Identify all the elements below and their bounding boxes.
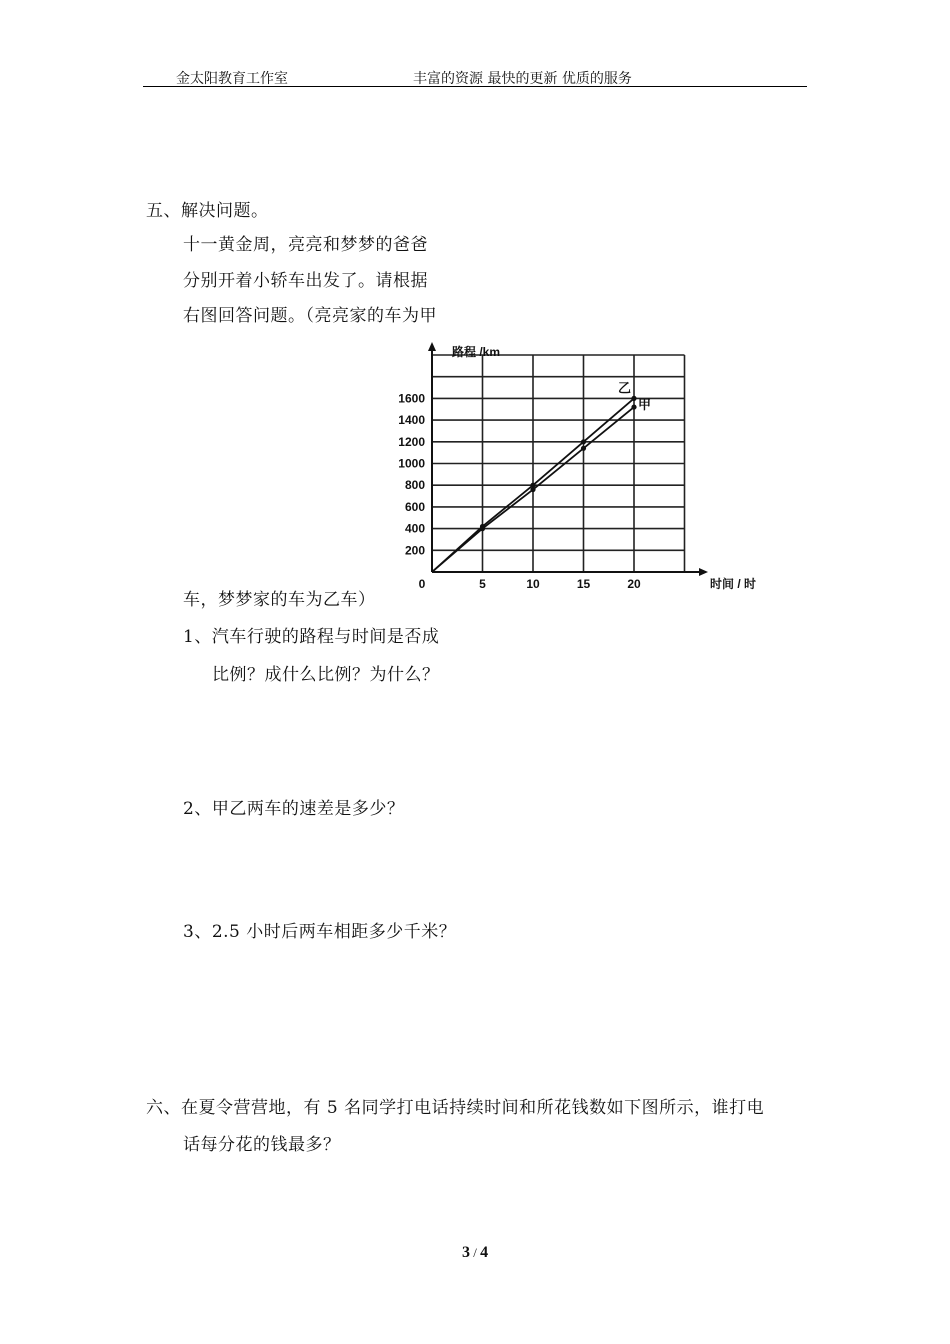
x-tick-label: 15 [576,577,591,591]
y-tick-label: 1200 [398,434,425,449]
series-label: 甲 [638,397,652,413]
section5-heading: 五、解决问题。 [146,201,269,221]
intro-line-3: 右图回答问题。（亮亮家的车为甲 [183,306,437,326]
intro-line-2: 分别开着小轿车出发了。请根据 [183,271,428,291]
question-2: 2、甲乙两车的速差是多少？ [183,799,405,819]
series-label: 乙 [618,380,632,396]
intro-line-4: 车，梦梦家的车为乙车） [183,590,376,610]
y-tick-label: 400 [404,521,425,536]
x-axis-arrow [699,568,708,576]
header-left-text: 金太阳教育工作室 [176,71,288,87]
y-tick-label: 600 [404,499,425,514]
y-axis-arrow [428,342,436,351]
question-3: 3、2.5 小时后两车相距多少千米？ [183,922,457,942]
y-tick-label: 800 [404,478,425,493]
x-axis-title: 时间 / 时 [710,577,757,591]
series-point [530,487,535,492]
y-axis-title: 路程 /km [452,345,501,359]
distance-time-chart [380,338,780,598]
question-1-line-2: 比例？成什么比例？为什么？ [212,665,440,685]
series-point [581,439,586,444]
series-point [480,526,485,531]
series-point [631,404,636,409]
page-number: 3 [461,1244,470,1261]
y-tick-label: 200 [404,543,425,558]
y-tick-label: 1000 [398,456,425,471]
page-footer [0,1244,950,1262]
question-1-line-1: 1、汽车行驶的路程与时间是否成 [183,627,440,647]
series-point [581,446,586,451]
x-tick-label: 20 [627,577,641,591]
series-point [631,396,636,401]
header-right-text: 丰富的资源 最快的更新 优质的服务 [413,71,632,87]
intro-line-1: 十一黄金周，亮亮和梦梦的爸爸 [183,235,428,255]
y-tick-label: 1400 [398,413,425,428]
page-total: 4 [480,1244,489,1261]
header-rule [143,86,807,87]
y-tick-label: 1600 [398,391,425,406]
x-tick-label: 10 [526,577,540,591]
x-tick-label: 5 [479,577,486,591]
section6-line-1: 六、在夏令营营地，有 5 名同学打电话持续时间和所花钱数如下图所示，谁打电 [146,1098,765,1118]
x-tick-label: 0 [418,577,426,591]
page-separator: / [469,1245,481,1260]
section6-line-2: 话每分花的钱最多？ [183,1135,341,1155]
